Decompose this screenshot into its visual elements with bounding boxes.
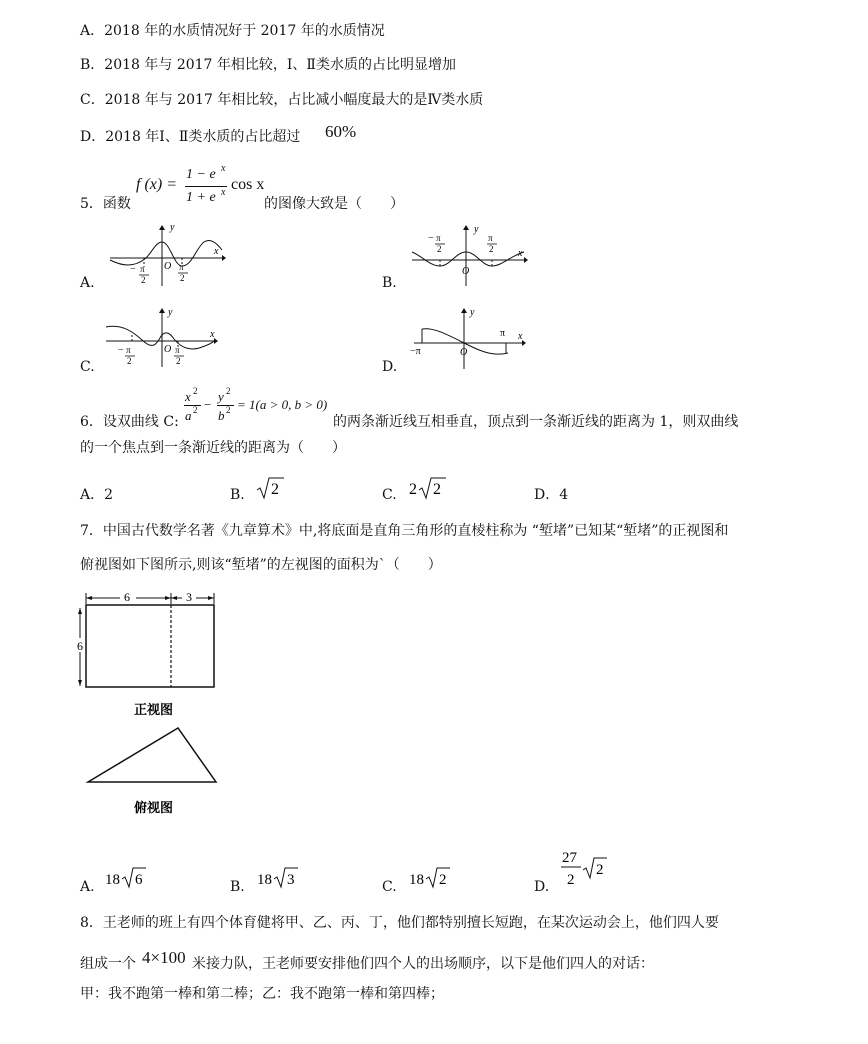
q6-a-square: 2 (193, 405, 198, 415)
arrow-icon (86, 596, 92, 600)
y-label: y (170, 222, 175, 233)
q8-line1: 8．王老师的班上有四个体育健将甲、乙、丙、丁，他们都特别擅长短跑，在某次运动会上，他们四人要 (80, 915, 719, 931)
q6-option-b-label: B. (230, 487, 245, 503)
q6-option-c-sqrt (408, 476, 448, 502)
neg-pi-label: −π (410, 346, 421, 357)
front-view-rectangle (86, 605, 214, 687)
origin-label: O (164, 344, 172, 355)
q7-line2: 俯视图如下图所示,则该“堑堵”的左视图的面积为`（ ） (80, 557, 442, 573)
pi-label: π (175, 345, 180, 355)
q6-a-denominator: a (185, 408, 192, 423)
coefficient: 18 (257, 872, 272, 888)
q5-graph-b (408, 222, 530, 288)
coefficient: 2 (409, 481, 417, 498)
q5-fraction-numerator: 1 − e (186, 167, 216, 182)
y-label: y (470, 307, 475, 318)
q6-b-square: 2 (226, 405, 231, 415)
q7-option-b-value (256, 866, 300, 892)
q7-option-a-label: A. (80, 879, 95, 895)
front-view-caption: 正视图 (134, 702, 174, 717)
minus-sign: − (428, 233, 434, 244)
arrow-icon (78, 608, 82, 614)
two-label: 2 (141, 275, 146, 285)
q6-option-c-label: C. (382, 487, 397, 503)
q6-minus: − (204, 397, 212, 412)
y-axis-arrow-icon (159, 308, 165, 313)
top-view-caption: 俯视图 (134, 800, 174, 815)
q6-y-square: 2 (226, 386, 231, 396)
top-view-triangle (88, 728, 216, 782)
pi-label: π (500, 328, 506, 339)
dimension-3: 3 (186, 590, 192, 604)
q5-option-c-label: C. (80, 359, 95, 375)
q6-option-b-sqrt (256, 476, 286, 502)
two-label: 2 (437, 244, 442, 254)
numerator: 27 (562, 850, 577, 866)
q6-equation-rhs: = 1(a > 0, b > 0) (237, 397, 328, 412)
q5-option-d-label: D. (382, 359, 398, 375)
radicand: 2 (433, 481, 441, 498)
q6-b-denominator: b (218, 408, 225, 423)
radicand: 3 (287, 872, 295, 888)
q6-option-a: A．2 (80, 487, 114, 503)
curve (412, 252, 524, 266)
q7-option-b-label: B. (230, 879, 245, 895)
dimension-6-side: 6 (77, 639, 83, 653)
q7-option-d-value (560, 846, 610, 890)
q7-option-c-label: C. (382, 879, 397, 895)
pi-label: π (140, 264, 145, 274)
two-label: 2 (180, 273, 185, 283)
q5-prefix: 5．函数 (80, 196, 131, 212)
x-axis-arrow-icon (222, 255, 226, 261)
x-label: x (518, 331, 523, 342)
x-label: x (210, 329, 215, 340)
q5-suffix: 的图像大致是（ ） (264, 196, 404, 212)
arrow-icon (171, 596, 177, 600)
origin-label: O (462, 266, 470, 277)
x-label: x (214, 246, 219, 257)
minus-sign: − (130, 264, 136, 275)
dimension-6-top: 6 (124, 590, 130, 604)
q7-option-a-value (104, 866, 148, 892)
radicand: 2 (596, 862, 604, 878)
two-label: 2 (489, 244, 494, 254)
x-axis-arrow-icon (522, 340, 526, 346)
q4-option-c: C．2018 年与 2017 年相比较，占比减小幅度最大的是Ⅳ类水质 (80, 92, 484, 108)
y-axis-arrow-icon (463, 225, 469, 230)
q8-relay-distance: 4×100 (142, 948, 186, 967)
pi-label: π (179, 262, 184, 272)
x-axis-arrow-icon (214, 338, 218, 344)
minus-sign: − (118, 345, 124, 356)
x-axis-arrow-icon (524, 257, 528, 263)
x-label: x (518, 248, 523, 259)
pi-label: π (436, 233, 441, 243)
q4-option-d: D．2018 年Ⅰ、Ⅱ类水质的占比超过 (80, 129, 301, 145)
q7-option-d-label: D. (534, 879, 550, 895)
two-label: 2 (127, 356, 132, 366)
origin-label: O (460, 347, 468, 358)
q5-function-lhs: f (x) = (136, 176, 177, 193)
radicand: 2 (271, 481, 279, 498)
coefficient: 18 (409, 872, 424, 888)
q5-graph-d (408, 305, 532, 371)
q6-option-d: D．4 (534, 487, 569, 503)
arrow-icon (165, 596, 171, 600)
coefficient: 18 (105, 872, 120, 888)
q4-option-b: B．2018 年与 2017 年相比较，Ⅰ、Ⅱ类水质的占比明显增加 (80, 57, 456, 73)
q5-numerator-exponent: x (221, 163, 226, 174)
q7-option-c-value (408, 866, 452, 892)
q6-prefix: 6．设双曲线 C: (80, 414, 179, 430)
q5-fraction-denominator: 1 + e (186, 190, 216, 205)
q7-three-view-figure (76, 590, 221, 820)
y-label: y (168, 307, 173, 318)
origin-label: O (164, 261, 172, 272)
q4-option-d-value: 60% (325, 122, 357, 141)
q6-x-square: 2 (193, 386, 198, 396)
pi-label: π (488, 233, 493, 243)
q5-graph-a (100, 220, 230, 288)
q6-x-numerator: x (185, 389, 191, 404)
radicand: 6 (135, 872, 143, 888)
q6-line1-rest: 的两条渐近线互相垂直，顶点到一条渐近线的距离为 1，则双曲线 (333, 414, 739, 430)
y-axis-arrow-icon (159, 225, 165, 230)
q4-option-a: A．2018 年的水质情况好于 2017 年的水质情况 (80, 23, 385, 39)
q8-line2-rest: 米接力队，王老师要安排他们四个人的出场顺序，以下是他们四人的对话： (192, 956, 654, 972)
arrow-icon (78, 680, 82, 686)
q6-line2: 的一个焦点到一条渐近线的距离为（ ） (80, 440, 346, 456)
pi-label: π (126, 345, 131, 355)
q6-y-numerator: y (218, 389, 224, 404)
y-label: y (474, 224, 479, 235)
q5-option-a-label: A. (80, 275, 95, 291)
y-axis-arrow-icon (461, 308, 467, 313)
q5-denominator-exponent: x (221, 187, 226, 198)
radicand: 2 (439, 872, 447, 888)
q8-line2-prefix: 组成一个 (80, 956, 136, 972)
q5-cos-term: cos x (231, 176, 265, 193)
q5-option-b-label: B. (382, 275, 397, 291)
q5-graph-c (102, 305, 224, 371)
q7-line1: 7．中国古代数学名著《九章算术》中,将底面是直角三角形的直棱柱称为 “堑堵”已知某“堑堵”的正视图和 (80, 523, 729, 539)
denominator: 2 (567, 872, 575, 888)
arrow-icon (208, 596, 214, 600)
two-label: 2 (176, 356, 181, 366)
q8-line3: 甲：我不跑第一棒和第二棒；乙：我不跑第一棒和第四棒； (80, 986, 444, 1002)
